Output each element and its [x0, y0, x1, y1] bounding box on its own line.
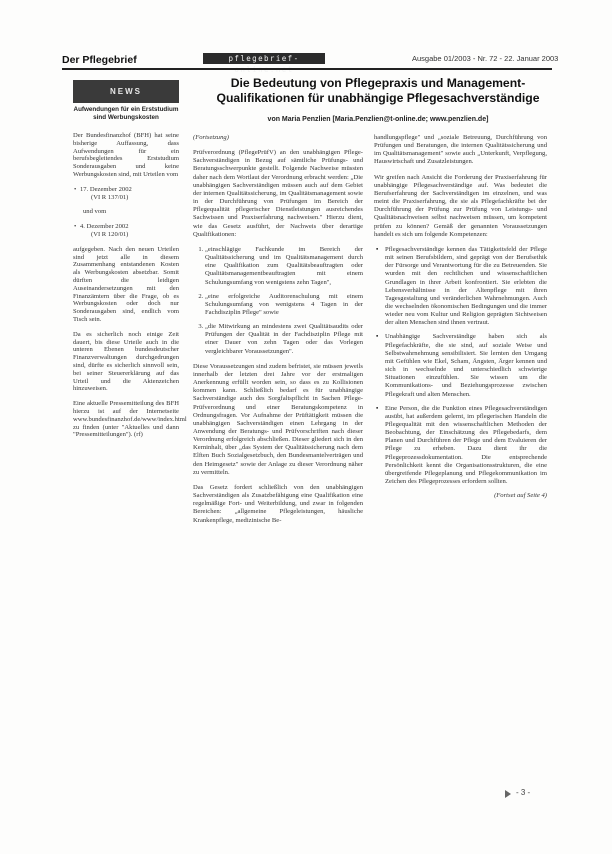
continuation-note: (Fortsetzung)	[193, 134, 229, 141]
competence-item: ▪ Unabhängige Sachverständige haben sich als Pflegefachkräfte, die sie sind, auf soziale Weise und Selbstwahrnehmung sensibilisiert. Sie lernten den Umgang mit Gefühlen wie Ekel, Scham, Ängsten, Ärger kennen und sich in wechselnde und unterschiedlich schwierige Situationen einzufühlen. Sie wissen um die Kommunikations- und Beziehungsprozesse zwischen Pflegekraft und alten Menschen.	[385, 333, 547, 398]
ruling-list	[73, 186, 179, 202]
ruling-date: 4. Dezember 2002	[79, 223, 129, 231]
article-author: von Maria Penzlien [Maria.Penzlien@t-online.de; www.penzlien.de]	[267, 116, 489, 123]
header-rule	[62, 68, 552, 70]
ruling-list-2	[73, 223, 179, 239]
ruling-ref: (VI R 120/01)	[91, 230, 129, 238]
competence-item: ▪ Eine Person, die die Funktion eines Pflegesachverständigen ausübt, hat außerdem gelernt, im pflegerischen Handeln die Pflegequalität mit den wissenschaftlichen Methoden der Beobachtung, der Einschätzung des Pflegebedarfs, dem Planen und Durchführen der Pflege und dem Evaluieren der Pflege zu erheben. Dazu dient ihr die Pflegeprozessdokumentation. Die entsprechende Persönlichkeit kennt die Organisationsstrukturen, die eine übergreifende Pflegeplanung und Pflegekommunikation im Zeichen des Pflegeprozesses erfordern sollten.	[385, 405, 547, 487]
ruling-ref: (VI R 137/01)	[91, 193, 129, 201]
issue-info: Ausgabe 01/2003 - Nr. 72 - 22. Januar 2003	[412, 54, 559, 63]
article-paragraph: Wir greifen nach Ansicht die Forderung der Praxiserfahrung für unabhängige Pflegesachverständige auf. Was bedeutet die Berufserfahrung der Sachverständigen im einzelnen, und was meint die Praxiserfahrung, die sie als Pflegefachkräfte bei der Durchführung der Prüfung zur Prüfung von Leistungs- und Qualitätsnachweisen selbst nachweisen müssen, um kompetent prüfen zu können? Gemäß der genannten Voraussetzungen handelt es sich um folgende Kompetenzen:	[374, 173, 547, 238]
requirement-item: 1. „einschlägige Fachkunde im Bereich der Qualitätssicherung und im Qualitätsmanagement durch eine Qualifikation zum Qualitätsbeauftragten oder Qualitätsmanagementbeauftragten mit einem Schulungsumfang von wenigstens zehn Tagen",	[205, 246, 363, 287]
news-heading: Aufwendungen für ein Erststudium sind Werbungskosten	[73, 106, 179, 121]
requirement-item: 3. „die Mitwirkung an mindestens zwei Qualitätsaudits oder Prüfungen der Qualität in der Fachdisziplin Pflege mit einer Dauer von zehn Tagen oder das Vorlegen vergleichbarer Voraussetzungen".	[205, 323, 363, 356]
requirement-item: 2. „eine erfolgreiche Auditorenschulung mit einem Schulungsumfang von wenigstens 4 Tagen in der Fachdisziplin Pflege" sowie	[205, 293, 363, 317]
ruling-conjunction: und vom	[83, 208, 107, 216]
requirements-list	[193, 246, 363, 356]
page-number: - 3 -	[516, 788, 531, 797]
news-sidebar	[73, 106, 187, 446]
article-paragraph: Diese Voraussetzungen sind zudem befristet, sie müssen jeweils innerhalb der letzten drei Jahre vor der erstmaligen Anerkennung erfüllt worden sein, so dass es zu Kollisionen kommen kann. Schließlich bedarf es für unabhängige Sachverständige auch des Sorgfaltspflicht in Sachen Pflege-Prüfverordnung und einer Beratungskompetenz in Ordnungsfragen. Vor Aufnahme der Prüftätigkeit müssen die unabhängigen Sachverständigen einen Lehrgang in der Anwendung der Beratungs- und Prüfvorschriften nach dieser Verordnung erfolgreich abschließen. Dieser gliedert sich in den Kerninhalt, über „das System der Qualitätssicherung nach dem Elften Buch Sozialgesetzbuch, den Bundesmantelverträgen und den Heimgesetz" sowie der Anlage zu dieser Verordnung näher zu vermitteln.	[193, 362, 363, 476]
article-column-1	[193, 134, 363, 532]
article-column-2	[374, 134, 547, 500]
masthead: Der Pflegebrief	[62, 54, 137, 66]
article-paragraph: handlungspflege" und „soziale Betreuung, Durchführung von Prüfungen und Beratungen, die internen Qualitätssicherung und im Qualitätsmanagement" sowie auch „Unterkunft, Verpflegung, Hauswirtschaft und Zusatzleistungen.	[374, 134, 547, 166]
competence-list	[374, 246, 547, 486]
website-logo: pflegebrief-	[203, 53, 325, 64]
ruling-date: 17. Dezember 2002	[79, 185, 132, 193]
news-label-box	[73, 80, 179, 103]
news-paragraph: Der Bundesfinanzhof (BFH) hat seine bisherige Auffassung, dass Aufwendungen für ein berufsbegleitendes Erststudium Sonderausgaben und keine Werbungskosten sind, mit Urteilen vom	[73, 132, 179, 178]
continued-note: (Fortset auf Seite 4)	[494, 492, 547, 500]
news-paragraph: Eine aktuelle Pressemitteilung des BFH hierzu ist auf der Internetseite www.bundesfinanzhof.de/www/index.html zu finden (unter "Aktuelles und dann "Pressemitteilungen"). (rf)	[73, 400, 187, 439]
article-paragraph: Das Gesetz fordert schließlich von den unabhängigen Sachverständigen als Zusatzbefähigung eine Qualifikation eine regelmäßige Fort- und Weiterbildung, und zwar in folgenden Bereichen: „allgemeine Pflegeleistungen, häusliche Krankenpflege, medizinische Be-	[193, 483, 363, 524]
competence-item: ▪ Pflegesachverständige kennen das Tätigkeitsfeld der Pflege mit seinen Berufsbildern, sind geprägt von der Berufsethik der Fürsorge und Verantwortung für die zu Betreuenden. Sie wurden mit den rechtlichen und wissenschaftlichen Grundlagen in ihrer Arbeit konfrontiert. Sie erlebten die Lebensverhältnisse in der Altenpflege mit ihren Tagesgestaltung und veränderlichen Wahrnehmungen. Auch die wechselnden ökonomischen Bedingungen und die immer wieder neu vom Kultur und Religion geprägten Sichtweisen der alten Menschen sind ihnen vertraut.	[385, 246, 547, 328]
news-label: NEWS	[110, 87, 142, 96]
article-title: Die Bedeutung von Pflegepraxis und Management-Qualifikationen für unabhängige Pflegesachverständige	[216, 76, 540, 105]
news-paragraph: aufgegeben. Nach den neuen Urteilen sind jetzt alle in diesem Zusammenhang entstandenen Kosten als Werbungskosten absetzbar. Somit dürften die leidigen Auseinandersetzungen mit den Finanzämtern über die Frage, ob es Werbungskosten oder doch nur Sonderausgaben sind, endlich vom Tisch sein.	[73, 245, 179, 323]
ruling-item	[81, 186, 179, 202]
ruling-item	[81, 223, 179, 239]
article-paragraph: Prüfverordnung (PflegePrüfV) an den unabhängigen Pflege-Sachverständigen in Bezug auf sämtliche Prüfungs- und Beratungsschwerpunkte gestellt. Folgende Nachweise müssten daher nach dem Wortlaut der Verordnung erbracht werden: „Die unabhängigen Sachverständigen müssen auch auf dem Gebiet der internen Qualitätssicherung, im Qualitätsmanagement sowie in der Durchführung von Prüfungen im Bereich der Pflegequalität pflegerischer Dienstleistungen ausreichendes Sachwissen und Praxiserfahrung nachweisen." Hierzu dient, wie das Gesetz ausführt, der Nachweis über derartige Qualifikationen:	[193, 149, 363, 238]
news-paragraph: Da es sicherlich noch einige Zeit dauert, bis diese Urteile auch in die unteren Ebenen bundesdeutscher Finanzverwaltungen durchgedrungen sind, dürfte es sicherlich sinnvoll sein, bei seiner Steuererklärung auf das Urteil und die Aktenzeichen hinzuweisen.	[73, 330, 179, 393]
page-arrow-icon	[505, 790, 511, 798]
